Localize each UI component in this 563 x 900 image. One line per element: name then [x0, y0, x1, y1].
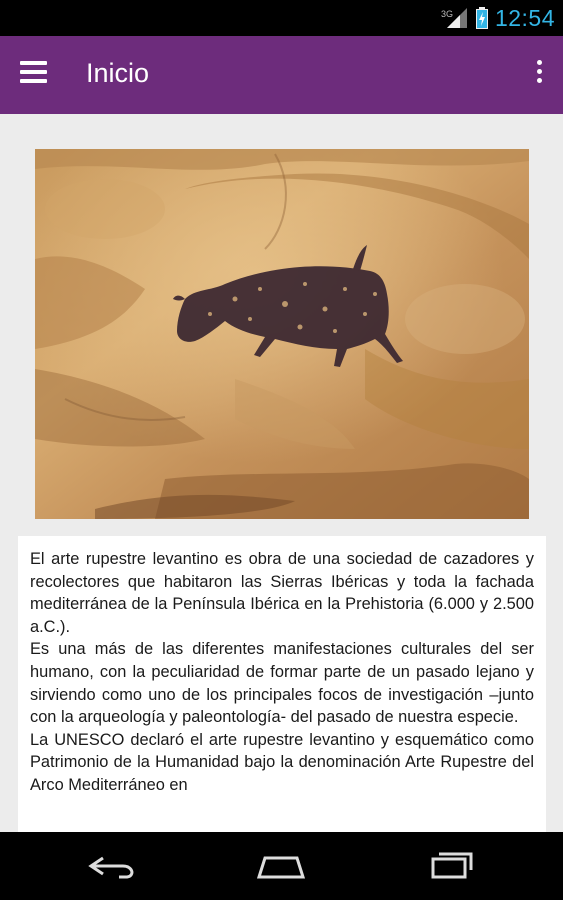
page-title: Inicio: [86, 58, 150, 88]
article-paragraph-3: La UNESCO declaró el arte rupestre levantino y esquemático como Patrimonio de la Humanidad bajo la denominación Arte Rupestre del Arco Mediterráneo en: [30, 730, 534, 794]
back-icon[interactable]: [83, 846, 143, 886]
network-type-label: 3G: [440, 9, 453, 19]
hamburger-menu-icon[interactable]: [20, 61, 60, 91]
recent-apps-icon[interactable]: [421, 846, 481, 886]
content-area[interactable]: [0, 114, 563, 832]
status-icons: [440, 0, 555, 36]
home-icon[interactable]: [251, 846, 311, 886]
article-paragraph-1: El arte rupestre levantino es obra de una sociedad de cazadores y recolectores que habitaron las Sierras Ibéricas y toda la fachada mediterránea de la Península Ibérica en la Prehistoria (6.000 y 2.500 a.C.).: [30, 550, 534, 636]
overflow-menu-icon[interactable]: [531, 60, 547, 90]
battery-icon: [475, 6, 489, 30]
app-bar: [0, 36, 563, 114]
cave-painting-image: [35, 149, 529, 519]
article-paragraph-2: Es una más de las diferentes manifestaciones culturales del ser humano, con la peculiaridad de formar parte de un pasado lejano y sirviendo como uno de los principales focos de investigación –junto con la arqueología y paleontología- del pasado de nuestra especie.: [30, 640, 534, 727]
status-bar: [0, 0, 563, 36]
clock: 12:54: [494, 4, 555, 31]
signal-icon: [440, 6, 469, 30]
system-nav-bar: [0, 832, 563, 900]
article-text-card: [18, 536, 546, 832]
